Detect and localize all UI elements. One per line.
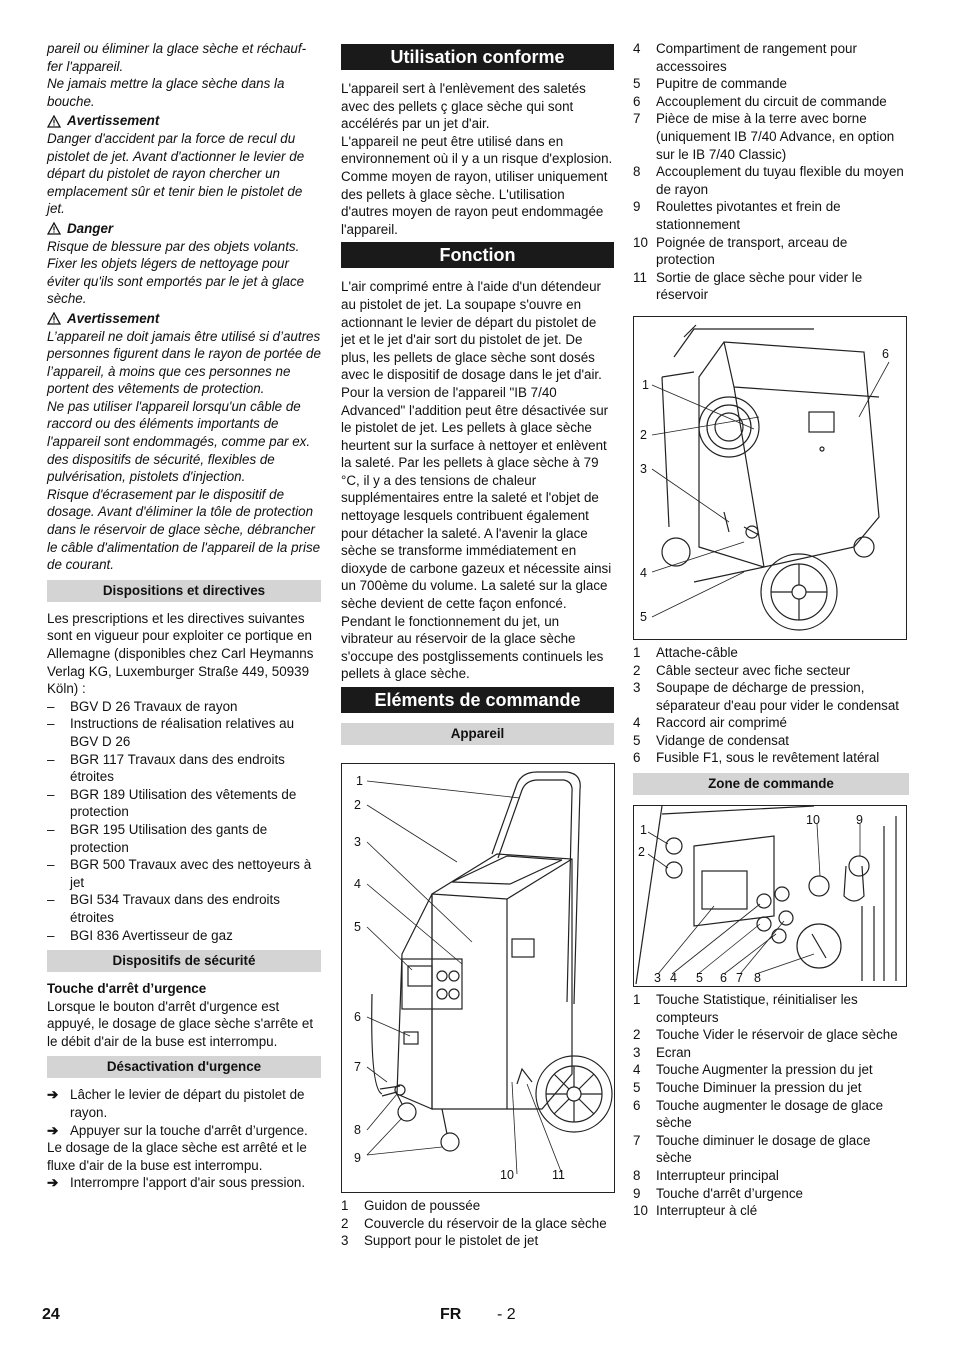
warning-text: L’appareil ne doit jamais être utilisé si d’autres personnes figurent dans le rayon de portée de l’appareil, à moins que ces personnes ne portent des vêtements de protection. [47,328,321,397]
section-heading-use: Utilisation conforme [341,44,614,70]
section-heading-deactivation: Désactivation d'urgence [47,1056,321,1078]
list-item: 2 Câble secteur avec fiche secteur [633,662,851,678]
rear-figure [633,316,907,640]
deactivation-result: Le dosage de la glace sèche est arrêté et le fluxe d'air de la buse est interrompu. [47,1140,307,1173]
list-item: 1 Guidon de poussée [341,1198,481,1213]
section-heading-safety: Dispositifs de sécurité [47,950,321,972]
list-item: 1 Touche Statistique, réinitialiser les compteurs [633,992,858,1025]
list-item: – BGI 534 Travaux dans des endroits étroites [47,891,321,926]
callout-label: 7 [354,1060,361,1074]
list-item: 6 Fusible F1, sous le revêtement latéral [633,750,880,766]
callout-label: 3 [354,835,361,849]
sub-page-number: - 2 [497,1306,516,1323]
list-item: – BGR 117 Travaux dans des endroits étroites [47,751,321,786]
list-item: – BGR 500 Travaux avec des nettoyeurs à jet [47,856,321,891]
callout-label: 6 [720,971,727,986]
warning-triangle-icon [47,222,61,235]
callout-label: 11 [552,1168,565,1182]
intro-line: Ne jamais mettre la glace sèche dans la [47,76,285,92]
control-panel-illustration [634,806,906,986]
estop-text: Lorsque le bouton d'arrêt d'urgence est appuyé, le dosage de glace sèche s'arrête et le débit d'air de la buse est interrompu. [47,998,314,1049]
column-right [633,40,909,1220]
directives-list [47,698,321,944]
callout-label: 5 [696,971,703,986]
use-text: L'appareil sert à l'enlèvement des saletés avec des pellets ç glace sèche qui sont accélérés par un jet d'air. [341,81,586,132]
list-item: 10 Poignée de transport, arceau de protection [633,234,848,268]
callout-label: 9 [354,1151,361,1165]
column-middle [341,40,614,1250]
arrow-right-icon: ➔ [47,1175,59,1191]
list-item: 11 Sortie de glace sèche pour vider le réservoir [633,269,863,303]
list-item: 7 Pièce de mise à la terre avec borne (uniquement IB 7/40 Advance, en option sur le IB 7/40 Classic) [633,111,895,162]
section-heading-directives: Dispositions et directives [47,580,321,602]
list-item: – BGR 195 Utilisation des gants de protection [47,821,321,856]
list-item: 2 Couvercle du réservoir de la glace sèche [341,1215,607,1231]
arrow-right-icon: ➔ [47,1087,59,1103]
list-item: 8 Interrupteur principal [633,1168,779,1183]
callout-label: 1 [356,774,363,788]
list-item: 1 Attache-câble [633,644,738,660]
list-item: – BGI 836 Avertisseur de gaz [47,927,321,945]
warning-heading: Avertissement [47,310,321,328]
list-item: 4 Compartiment de rangement pour accessoires [633,41,857,74]
warning-triangle-icon [47,312,61,325]
list-item: 6 Accouplement du circuit de commande [633,93,887,109]
subsection-heading-device: Appareil [341,723,614,745]
danger-heading: Danger [47,220,321,238]
directives-intro: Les prescriptions et les directives suivantes sont en vigueur pour exploiter ce portique en Allemagne (disponibles chez Carl Heymanns Verlag KG, Luxemburger Straße 449, 50939 Köln) : [47,610,314,697]
warning-heading: Avertissement [47,112,321,130]
list-item: 5 Touche Diminuer la pression du jet [633,1080,862,1096]
callout-label: 6 [882,346,889,361]
list-item: 9 Roulettes pivotantes et frein de stationnement [633,199,841,232]
step-item: ➔ Interrompre l'apport d'air sous pression. [47,1175,306,1191]
intro-line: pareil ou éliminer la glace sèche et réchauf- [47,41,307,56]
callout-label: 4 [354,877,361,891]
control-zone-legend [633,991,909,1220]
callout-label: 1 [640,823,647,838]
arrow-right-icon: ➔ [47,1122,59,1138]
callout-label: 8 [754,971,761,986]
list-item: 3 Ecran [633,1044,691,1060]
machine-front-illustration [342,764,614,1192]
machine-rear-illustration [634,317,906,639]
list-item: 4 Touche Augmenter la pression du jet [633,1062,873,1078]
list-item: 7 Touche diminuer le dosage de glace sèche [633,1132,871,1166]
callout-label: 9 [856,813,863,828]
callout-label: 5 [354,920,361,934]
estop-title: Touche d'arrêt d’urgence [47,981,207,997]
intro-line: bouche. [47,93,95,109]
list-item: 8 Accouplement du tuyau flexible du moyen de rayon [633,164,904,197]
list-item: 4 Raccord air comprimé [633,715,787,731]
device-legend-continued [633,40,909,304]
list-item: 3 Support pour le pistolet de jet [341,1233,539,1249]
control-zone-figure [633,805,907,987]
list-item: – Instructions de réalisation relatives au BGV D 26 [47,715,321,750]
list-item: 5 Pupitre de commande [633,76,788,92]
column-left [47,40,321,1192]
page-number: 24 [42,1306,60,1323]
callout-label: 8 [354,1123,361,1137]
section-heading-function: Fonction [341,242,614,268]
callout-label: 4 [640,565,647,580]
step-item: ➔ Appuyer sur la touche d'arrêt d’urgence. [47,1122,308,1138]
subsection-heading-control-zone: Zone de commande [633,773,909,795]
list-item: 2 Touche Vider le réservoir de glace sèche [633,1027,898,1043]
list-item: – BGR 189 Utilisation des vêtements de protection [47,786,321,821]
callout-label: 7 [736,971,743,986]
callout-label: 10 [500,1168,514,1182]
callout-label: 10 [806,813,820,828]
callout-label: 6 [354,1010,361,1024]
warning-text: Ne pas utiliser l'appareil lorsqu'un câble de raccord ou des éléments importants de l'appareil sont endommagés, comme par ex. des dispositifs de sécurité, flexibles de pulvérisation, pistolets d'injection. [47,398,311,485]
callout-label: 2 [354,798,361,812]
deactivation-steps [47,1086,321,1139]
danger-text: Risque de blessure par des objets volants. Fixer les objets légers de nettoyage pour éviter qu'ils sont emportés par le jet à glace sèche. [47,238,305,307]
callout-label: 4 [670,971,677,986]
list-item: 6 Touche augmenter le dosage de glace sèche [633,1097,884,1131]
callout-label: 1 [642,377,649,392]
callout-label: 3 [640,461,647,476]
list-item: 5 Vidange de condensat [633,732,790,748]
function-text: Pendant le fonctionnement du jet, un vibrateur au réservoir de la glace sèche s'occupe des postglissements continuels les pellets à glace sèche. [341,613,604,682]
callout-label: 2 [640,427,647,442]
list-item: 3 Soupape de décharge de pression, séparateur d'eau pour vider le condensat [633,680,900,713]
list-item: – BGV D 26 Travaux de rayon [47,698,321,716]
intro-line: fer l'appareil. [47,58,124,74]
callout-label: 3 [654,971,661,986]
warning-text: Risque d'écrasement par le dispositif de dosage. Avant d'éliminer la tôle de protection dans le réservoir de glace sèche, débrancher le câble d'alimentation de l'appareil de la prise de courant. [47,486,321,573]
warning-text: Danger d'accident par la force de recul du pistolet de jet. Avant d'actionner le levier de départ du pistolet de rayon chercher un emplacement sûr et tenir bien le pistolet de jet. [47,130,305,217]
warning-triangle-icon [47,115,61,128]
callout-label: 5 [640,609,647,624]
callout-label: 2 [638,845,645,860]
function-text: L'air comprimé entre à l'aide d'un détendeur au pistolet de jet. La soupape s'ouvre en actionnant le levier de départ du pistolet de jet et le jet d'air sort du pistolet de jet. De plus, les pellets de glace sèche sont dosés avec le dispositif de dosage dans le jet d'air. Pour la version de l'appareil "IB 7/40 Advanced" l'addition peut être désactivée sur le pistolet de jet. Les pellets à glace sèche heurtent sur la surface à nettoyer et enlèvent la saleté. Par les pellets à glace sèche à 79 °C, il y a des tensions de chaleur supplémentaires entre la saleté et l'objet de nettoyage lesquels contribuent également pour détacher la saleté. A l'avenir la glace sèche se transforme immédiatement en dioxyde de carbone gazeux et nécessite ainsi un 700ème du volume. La saleté sur la glace sèche devient de cette façon enfoncé. [341,279,612,612]
step-item: ➔ Lâcher le levier de départ du pistolet de rayon. [47,1087,305,1121]
list-item: 9 Touche d'arrêt d’urgence [633,1185,803,1201]
language-code: FR [440,1306,462,1323]
use-text: L'appareil ne peut être utilisé dans en environnement où il y a un risque d'explosion. Comme moyen de rayon, utiliser uniquement des pellets à glace sèche. L'utilisation d'autres moyen de rayon peut endommagée l'appareil. [341,133,613,237]
device-legend [341,1197,614,1250]
list-item: 10 Interrupteur à clé [633,1203,758,1219]
section-heading-controls: Eléments de commande [341,687,614,713]
device-figure [341,763,615,1193]
rear-legend [633,644,909,767]
